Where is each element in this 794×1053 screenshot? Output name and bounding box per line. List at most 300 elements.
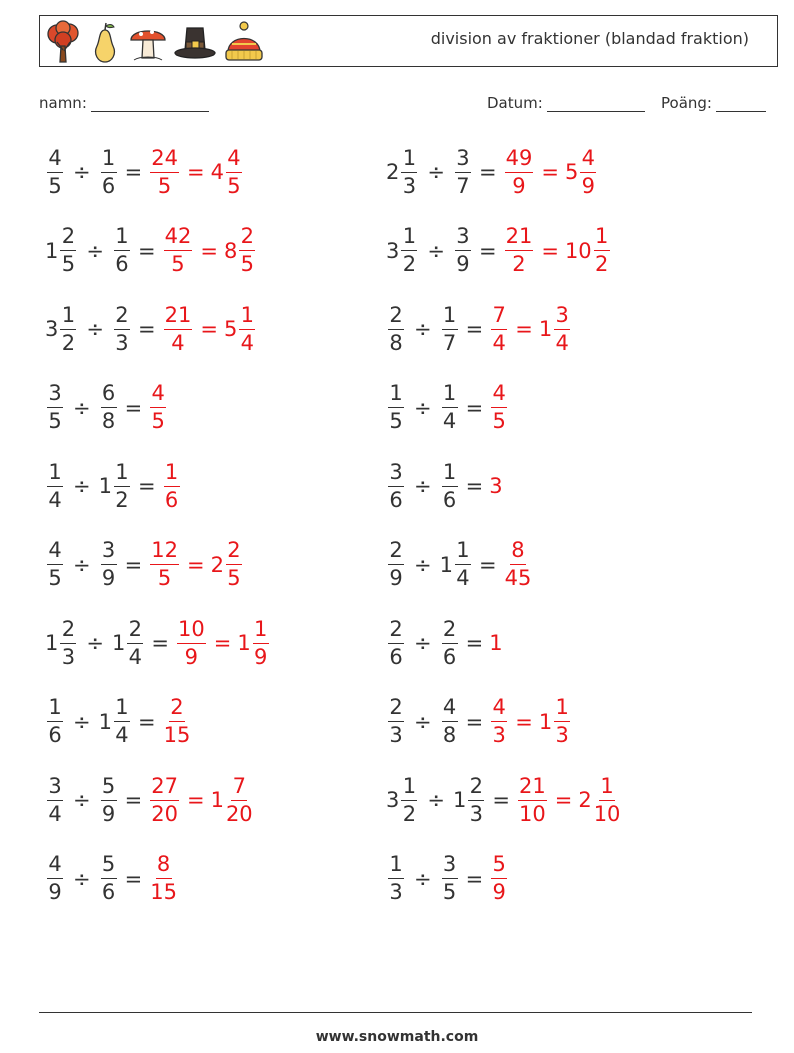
answer-mixed-fraction — [226, 540, 242, 589]
dividend-denominator: 6 — [389, 644, 403, 669]
answer-improper — [516, 773, 549, 826]
dividend-fraction — [388, 697, 404, 746]
answer-mixed-whole: 1 — [237, 631, 251, 655]
equals-sign: = — [137, 709, 156, 734]
answer-equals-sign: = — [515, 709, 533, 734]
answer-improper — [503, 226, 536, 275]
dividend-denominator: 3 — [61, 644, 76, 669]
divisor-whole: 1 — [98, 474, 112, 498]
answer-mixed-numerator: 1 — [594, 226, 610, 251]
dividend-whole: 2 — [386, 160, 400, 184]
answer-improper-numerator: 7 — [491, 305, 507, 330]
answer-improper-denominator: 9 — [492, 880, 506, 904]
answer-improper-fraction — [505, 226, 534, 275]
answer-mixed-denominator: 10 — [593, 801, 621, 826]
answer-mixed-denominator: 20 — [225, 801, 253, 826]
answer-improper-denominator: 10 — [518, 801, 546, 826]
equals-sign: = — [465, 866, 484, 891]
answer-improper-fraction — [150, 145, 179, 198]
answer-improper — [162, 697, 193, 746]
answer — [148, 383, 168, 432]
equals-sign: = — [465, 395, 484, 420]
answer-mixed — [565, 226, 612, 275]
answer — [175, 616, 271, 669]
answer-mixed-whole: 5 — [564, 160, 579, 184]
answer-mixed — [538, 302, 572, 355]
divisor — [440, 616, 460, 669]
divisor — [99, 773, 119, 826]
score-field — [661, 94, 766, 112]
answer — [148, 540, 244, 589]
dividend-denominator: 4 — [48, 487, 62, 512]
dividend — [45, 226, 78, 275]
divisor-denominator: 6 — [442, 644, 457, 669]
divisor-denominator: 6 — [115, 252, 129, 276]
equals-sign: = — [137, 474, 156, 498]
answer-improper-denominator: 2 — [512, 252, 526, 276]
divisor-numerator: 5 — [101, 854, 117, 879]
dividend — [386, 540, 406, 589]
problem-item — [386, 221, 612, 281]
answer-mixed-numerator: 7 — [231, 776, 247, 801]
answer-improper-fraction — [164, 697, 191, 746]
dividend — [386, 854, 406, 903]
divisor-numerator: 1 — [101, 148, 117, 173]
divisor-fraction — [114, 302, 130, 355]
dividend-numerator: 1 — [388, 854, 404, 879]
answer-mixed-denominator: 4 — [240, 330, 254, 355]
answer-equals-sign: = — [541, 160, 559, 184]
answer — [148, 145, 244, 198]
answer-improper — [489, 302, 509, 355]
answer-improper — [148, 773, 181, 826]
answer-mixed-whole: 1 — [210, 788, 224, 812]
answer-improper-fraction — [164, 226, 193, 275]
problem-item — [45, 142, 244, 202]
answer-improper-fraction — [164, 459, 180, 512]
dividend-whole: 3 — [45, 317, 59, 341]
dividend-numerator: 2 — [388, 540, 404, 565]
pilgrim-hat-icon — [174, 20, 216, 64]
divisor-fraction — [455, 540, 471, 589]
divisor-denominator: 6 — [442, 487, 457, 512]
answer — [503, 145, 599, 198]
dividend-fraction — [401, 226, 417, 275]
equals-sign: = — [478, 160, 497, 184]
answer-whole: 1 — [489, 631, 503, 655]
answer-improper-numerator: 42 — [164, 226, 193, 251]
answer-equals-sign: = — [186, 788, 205, 812]
divisor-fraction — [455, 145, 471, 198]
dividend — [386, 773, 419, 826]
answer-mixed-fraction — [594, 226, 610, 275]
dividend-fraction — [60, 302, 76, 355]
divisor — [111, 616, 145, 669]
problem-item — [386, 142, 598, 202]
dividend-denominator: 2 — [61, 330, 76, 355]
dividend-fraction — [388, 616, 404, 669]
answer-equals-sign: = — [186, 160, 205, 184]
answer-improper-denominator: 4 — [171, 330, 185, 355]
divisor-numerator: 2 — [468, 776, 484, 801]
divisor — [440, 697, 460, 746]
answer — [503, 540, 534, 589]
answer-improper-numerator: 24 — [150, 148, 179, 173]
dividend — [386, 459, 406, 512]
answer-improper-fraction — [150, 540, 179, 589]
dividend — [45, 854, 65, 903]
answer-mixed-whole: 5 — [223, 317, 238, 341]
dividend-numerator: 3 — [47, 383, 63, 408]
divisor-denominator: 6 — [101, 880, 116, 904]
answer-improper-numerator: 8 — [156, 854, 172, 879]
divisor-fraction — [101, 145, 117, 198]
dividend — [45, 616, 78, 669]
divisor-numerator: 2 — [114, 305, 130, 330]
score-label: Poäng: — [661, 94, 712, 112]
answer-mixed-denominator: 2 — [594, 252, 609, 276]
answer-mixed-whole: 1 — [538, 317, 553, 341]
divide-sign: ÷ — [73, 160, 91, 184]
dividend-fraction — [388, 383, 404, 432]
equals-sign: = — [492, 788, 510, 812]
dividend-denominator: 5 — [61, 252, 76, 276]
worksheet-title: division av fraktioner (blandad fraktion) — [430, 29, 749, 48]
divisor-denominator: 7 — [456, 173, 470, 198]
dividend — [386, 383, 406, 432]
divisor-numerator: 3 — [455, 148, 471, 173]
divisor-numerator: 4 — [442, 697, 458, 722]
answer-improper-fraction — [150, 854, 177, 903]
dividend — [386, 145, 419, 198]
answer-equals-sign: = — [186, 552, 205, 577]
dividend-denominator: 8 — [389, 330, 403, 355]
answer — [489, 697, 572, 746]
answer-equals-sign: = — [515, 317, 533, 341]
dividend-numerator: 2 — [388, 305, 404, 330]
divisor-denominator: 4 — [442, 409, 457, 433]
divide-sign: ÷ — [73, 866, 91, 891]
divisor-fraction — [442, 383, 458, 432]
equals-sign: = — [478, 552, 497, 577]
date-line — [547, 97, 645, 112]
divisor — [99, 697, 132, 746]
answer-mixed — [564, 145, 598, 198]
divisor — [440, 302, 460, 355]
answer-mixed — [578, 773, 622, 826]
divisor-numerator: 1 — [114, 462, 130, 487]
answer-mixed — [224, 226, 257, 275]
divisor-numerator: 1 — [114, 226, 130, 251]
answer-improper-fraction — [491, 302, 507, 355]
answer-improper-fraction — [491, 854, 507, 903]
divisor-whole: 1 — [439, 552, 453, 577]
divide-sign: ÷ — [414, 866, 432, 891]
divisor-fraction — [114, 697, 130, 746]
dividend — [386, 616, 406, 669]
dividend-fraction — [388, 302, 404, 355]
dividend-fraction — [388, 540, 404, 589]
dividend-numerator: 1 — [47, 697, 63, 722]
dividend-denominator: 2 — [402, 252, 417, 276]
problem-item — [386, 299, 572, 359]
dividend-numerator: 3 — [388, 462, 404, 487]
divide-sign: ÷ — [86, 317, 104, 341]
divisor-numerator: 3 — [101, 540, 117, 565]
answer-improper-fraction — [150, 383, 166, 432]
dividend — [386, 302, 406, 355]
divide-sign: ÷ — [414, 474, 432, 498]
divide-sign: ÷ — [427, 238, 445, 263]
divisor-denominator: 5 — [442, 880, 457, 904]
answer-improper-denominator: 5 — [492, 409, 506, 433]
divisor-fraction — [114, 226, 130, 275]
mushroom-icon — [128, 20, 168, 64]
answer-improper — [503, 145, 536, 198]
dividend-numerator: 4 — [47, 854, 63, 879]
divisor-numerator: 2 — [127, 619, 143, 644]
answer-mixed-numerator: 1 — [239, 305, 255, 330]
answer-improper — [148, 383, 168, 432]
divisor — [453, 145, 473, 198]
date-label: Datum: — [487, 94, 543, 112]
equals-sign: = — [478, 238, 497, 263]
answer-equals-sign: = — [213, 631, 232, 655]
dividend-fraction — [47, 459, 63, 512]
answer-mixed — [237, 616, 270, 669]
answer-mixed-numerator: 4 — [226, 148, 242, 173]
answer — [489, 631, 502, 655]
problem-item — [386, 613, 503, 673]
divisor-fraction — [442, 302, 458, 355]
answer — [489, 474, 502, 498]
answer — [489, 302, 572, 355]
dividend — [45, 383, 65, 432]
answer-mixed-denominator: 5 — [227, 173, 241, 198]
answer-improper-denominator: 5 — [157, 566, 172, 590]
equals-sign: = — [465, 631, 484, 655]
problem-item — [45, 378, 168, 438]
dividend-denominator: 5 — [389, 409, 403, 433]
problem-item — [386, 378, 509, 438]
answer-improper-denominator: 9 — [184, 644, 199, 669]
answer — [162, 697, 193, 746]
divide-sign: ÷ — [414, 709, 432, 734]
divisor-denominator: 4 — [115, 723, 129, 747]
divisor-denominator: 4 — [456, 566, 470, 590]
divide-sign: ÷ — [73, 395, 91, 420]
divisor-denominator: 9 — [456, 252, 470, 276]
dividend-fraction — [47, 145, 63, 198]
answer-improper-denominator: 4 — [492, 330, 506, 355]
answer-mixed-whole: 2 — [210, 552, 224, 577]
answer-improper — [148, 145, 181, 198]
divisor-numerator: 1 — [442, 383, 458, 408]
divisor — [99, 540, 119, 589]
problem-item — [45, 299, 257, 359]
divisor-fraction — [442, 854, 458, 903]
answer-improper-numerator: 8 — [510, 540, 526, 565]
answer-mixed-numerator: 2 — [239, 226, 255, 251]
divisor-fraction — [101, 854, 117, 903]
answer-improper-numerator: 21 — [518, 776, 547, 801]
equals-sign: = — [124, 866, 143, 891]
dividend-numerator: 1 — [401, 148, 417, 173]
answer-improper-fraction — [177, 616, 206, 669]
answer-improper — [162, 302, 195, 355]
answer-mixed-fraction — [225, 773, 253, 826]
answer-improper-numerator: 12 — [150, 540, 179, 565]
answer-improper-denominator: 45 — [504, 566, 532, 590]
answer-equals-sign: = — [200, 238, 218, 263]
problem-item — [386, 535, 533, 595]
equals-sign: = — [124, 395, 143, 420]
divisor-fraction — [101, 773, 117, 826]
dividend-numerator: 4 — [47, 148, 63, 173]
answer-mixed-whole: 1 — [538, 709, 553, 734]
dividend-numerator: 2 — [60, 226, 76, 251]
problem-item — [386, 456, 503, 516]
divisor-fraction — [455, 226, 471, 275]
answer-mixed-denominator: 4 — [555, 330, 569, 355]
dividend-fraction — [401, 145, 417, 198]
dividend — [45, 145, 65, 198]
answer-mixed — [210, 773, 255, 826]
dividend-numerator: 2 — [60, 619, 76, 644]
dividend-numerator: 4 — [47, 540, 63, 565]
dividend-whole: 3 — [386, 788, 400, 812]
divisor-numerator: 1 — [442, 462, 458, 487]
dividend-denominator: 6 — [389, 487, 403, 512]
answer-improper-numerator: 10 — [177, 619, 206, 644]
answer-mixed-denominator: 5 — [227, 566, 241, 590]
divisor-denominator: 8 — [442, 723, 457, 747]
dividend-denominator: 5 — [48, 173, 62, 198]
divisor — [99, 854, 119, 903]
problem-item — [386, 770, 622, 830]
answer-improper-denominator: 15 — [150, 880, 177, 904]
answer-mixed — [539, 697, 572, 746]
answer-mixed-numerator: 4 — [580, 148, 596, 173]
answer-improper-denominator: 9 — [512, 173, 526, 198]
divisor-denominator: 6 — [101, 173, 116, 198]
answer-improper-denominator: 5 — [171, 252, 185, 276]
answer-improper-fraction — [491, 697, 507, 746]
dividend-fraction — [47, 773, 63, 826]
equals-sign: = — [124, 160, 143, 184]
answer-improper-denominator: 3 — [492, 723, 506, 747]
dividend — [45, 459, 65, 512]
divisor — [440, 459, 460, 512]
answer-improper-numerator: 5 — [491, 854, 507, 879]
dividend-denominator: 5 — [48, 566, 62, 590]
dividend-denominator: 5 — [48, 409, 62, 433]
dividend-numerator: 3 — [47, 776, 63, 801]
divide-sign: ÷ — [414, 395, 432, 420]
problem-item — [45, 535, 244, 595]
answer-improper-numerator: 4 — [491, 697, 507, 722]
answer — [516, 773, 622, 826]
answer-mixed-fraction — [253, 616, 269, 669]
divisor-fraction — [442, 459, 458, 512]
answer-mixed-numerator: 1 — [253, 619, 269, 644]
tree-icon — [44, 20, 82, 64]
divisor-fraction — [442, 697, 458, 746]
answer-improper — [489, 697, 509, 746]
divisor-fraction — [114, 459, 130, 512]
name-line — [91, 97, 209, 112]
answer-improper-numerator: 4 — [491, 383, 507, 408]
answer-mixed-fraction — [226, 145, 242, 198]
answer-mixed-numerator: 2 — [226, 540, 242, 565]
divisor-numerator: 2 — [442, 619, 458, 644]
answer-mixed-fraction — [580, 145, 596, 198]
problem-item — [45, 849, 179, 909]
dividend — [45, 540, 65, 589]
dividend-fraction — [60, 226, 76, 275]
answer — [489, 854, 509, 903]
divisor-fraction — [101, 383, 117, 432]
divisor — [440, 383, 460, 432]
divisor-numerator: 1 — [114, 697, 130, 722]
answer — [148, 773, 254, 826]
divisor-denominator: 9 — [101, 801, 116, 826]
dividend-fraction — [47, 383, 63, 432]
answer-equals-sign: = — [541, 238, 559, 263]
divisor — [112, 302, 132, 355]
problem-item — [45, 692, 192, 752]
dividend-fraction — [60, 616, 76, 669]
answer-improper — [162, 459, 182, 512]
answer-improper-denominator: 20 — [151, 801, 178, 826]
divisor — [99, 145, 119, 198]
date-field — [487, 94, 645, 112]
answer-improper-numerator: 21 — [505, 226, 534, 251]
divisor-denominator: 3 — [469, 801, 484, 826]
answer-improper-numerator: 27 — [150, 776, 179, 801]
answer-mixed-whole: 2 — [578, 788, 592, 812]
divide-sign: ÷ — [73, 474, 91, 498]
answer-mixed-whole: 8 — [223, 238, 238, 263]
divisor-numerator: 3 — [455, 226, 471, 251]
divide-sign: ÷ — [73, 788, 91, 812]
answer-mixed-denominator: 9 — [581, 173, 595, 198]
answer-mixed — [210, 145, 244, 198]
answer-improper-fraction — [150, 773, 179, 826]
score-line — [716, 97, 766, 112]
dividend-fraction — [388, 459, 404, 512]
dividend-fraction — [401, 773, 417, 826]
dividend-denominator: 3 — [389, 880, 403, 904]
dividend-denominator: 9 — [48, 880, 62, 904]
dividend-fraction — [47, 854, 63, 903]
dividend-whole: 1 — [45, 631, 59, 655]
divisor — [440, 854, 460, 903]
pear-icon — [88, 20, 122, 64]
problem-item — [386, 692, 572, 752]
icon-strip — [44, 19, 266, 65]
dividend-denominator: 4 — [48, 801, 62, 826]
divisor-fraction — [468, 773, 484, 826]
divide-sign: ÷ — [86, 631, 104, 655]
divide-sign: ÷ — [414, 552, 432, 577]
divisor-denominator: 2 — [115, 487, 129, 512]
divisor-whole: 1 — [111, 631, 126, 655]
dividend-denominator: 3 — [389, 723, 403, 747]
problem-item — [45, 456, 182, 516]
equals-sign: = — [465, 474, 484, 498]
equals-sign: = — [124, 788, 143, 812]
